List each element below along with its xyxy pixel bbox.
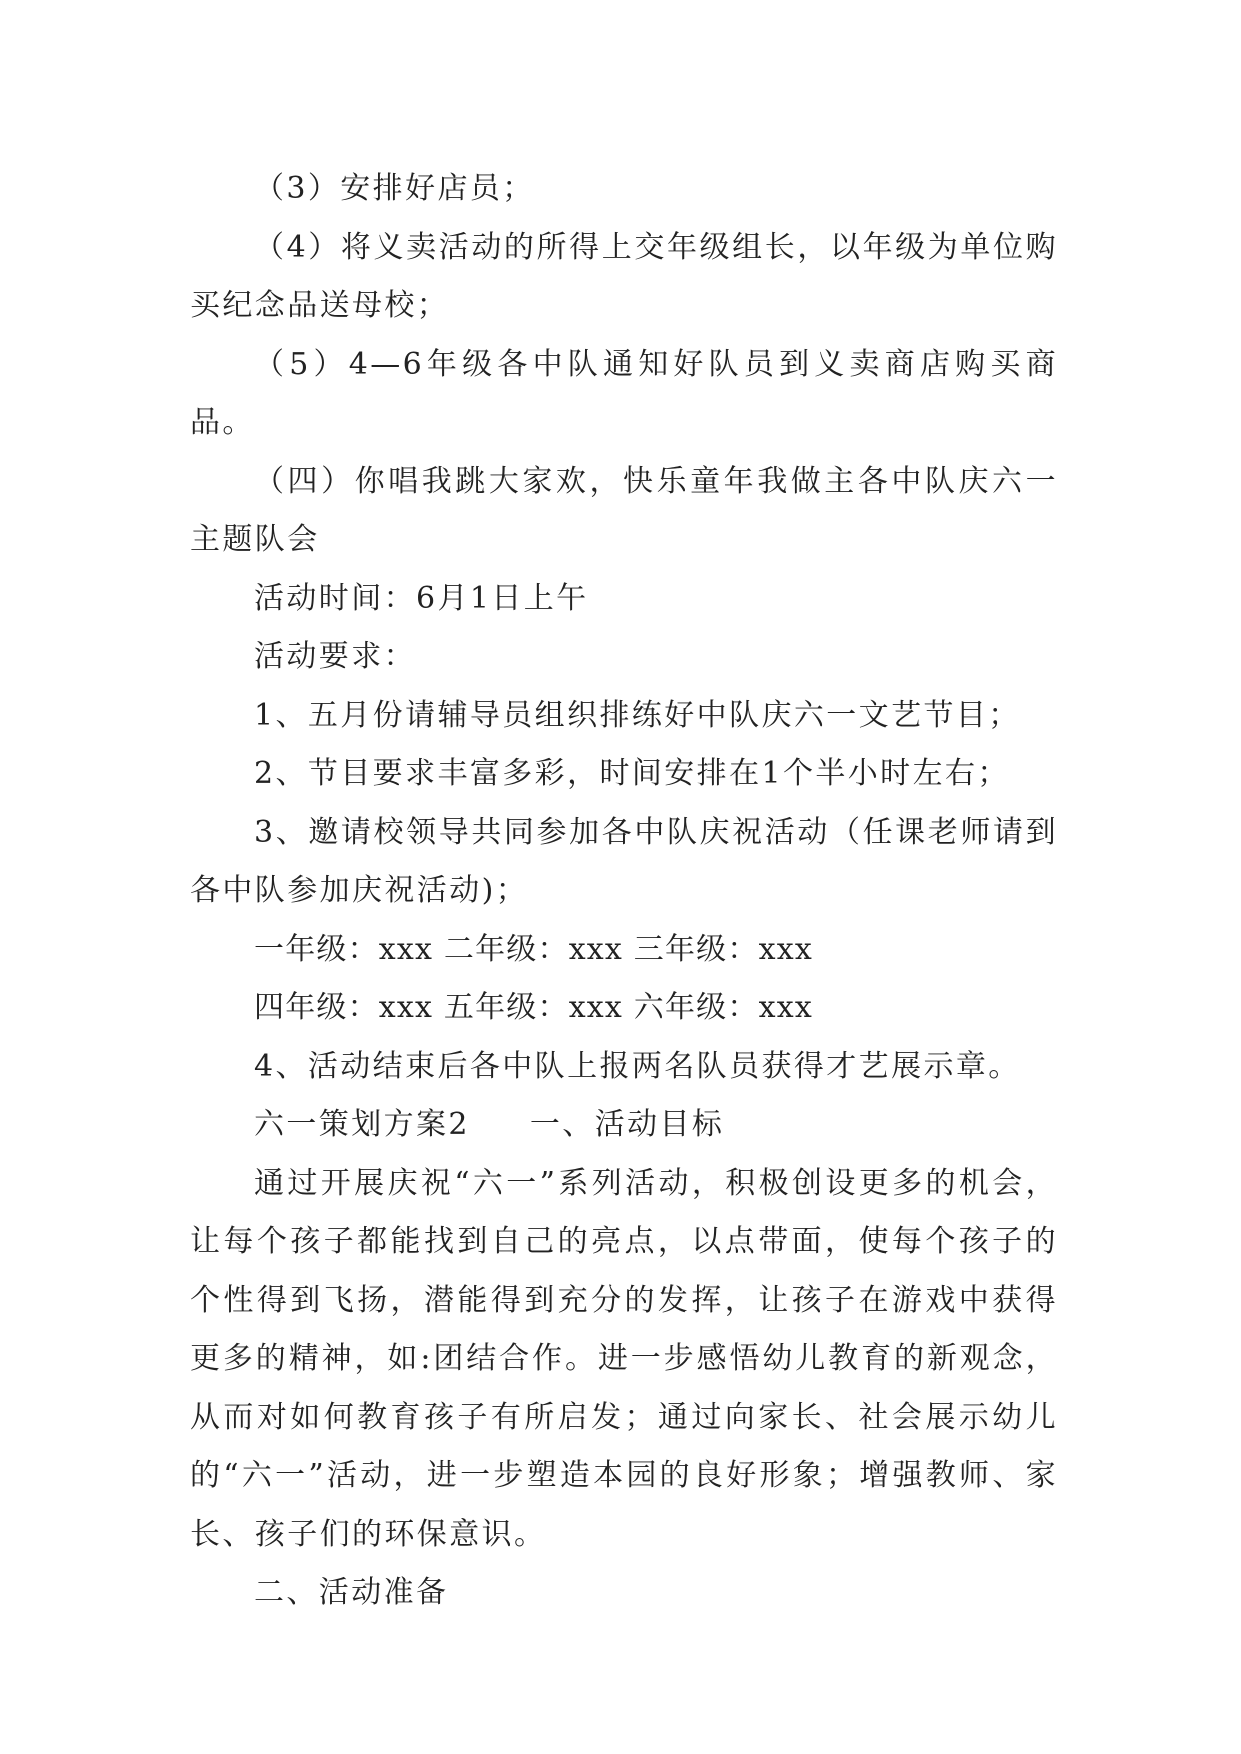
activity-time: 活动时间：6月1日上午 [254,580,589,616]
section-heading-four: （四）你唱我跳大家欢，快乐童年我做主各中队庆六一主题队会 [190,463,1058,557]
activity-preparation-heading: 二、活动准备 [254,1575,449,1610]
grade-list-4-6: 四年级：xxx 五年级：xxx 六年级：xxx [254,990,813,1025]
requirement-1: 1、五月份请辅导员组织排练好中队庆六一文艺节目； [254,697,1021,733]
activity-goal-paragraph: 通过开展庆祝“六一”系列活动，积极创设更多的机会，让每个孩子都能找到自己的亮点，以点带面，使每个孩子的个性得到飞扬，潜能得到充分的发挥，让孩子在游戏中获得更多的精神，如:团结合作。进一步感悟幼儿教育的新观念，从而对如何教育孩子有所启发；通过向家长、社会展示幼儿的“六一”活动，进一步塑造本园的良好形象；增强教师、家长、孩子们的环保意识。 [190,1165,1058,1552]
activity-requirements-label: 活动要求： [254,639,416,674]
activity-goal-heading: 一、活动目标 [529,1107,725,1142]
paragraph-item-4-proceeds: （4）将义卖活动的所得上交年级组长，以年级为单位购买纪念品送母校； [190,229,1058,323]
plan-2-title: 六一策划方案2 [254,1107,470,1142]
paragraph-item-5-notify: （5）4—6年级各中队通知好队员到义卖商店购买商品。 [190,346,1058,440]
plan-2-heading-line [190,1096,1058,1155]
paragraph-item-3-staff: （3）安排好店员； [254,171,535,206]
grade-list-1-3: 一年级：xxx 二年级：xxx 三年级：xxx [254,931,813,967]
document-body [190,160,1058,1623]
requirement-3: 3、邀请校领导共同参加各中队庆祝活动（任课老师请到各中队参加庆祝活动)； [190,814,1058,908]
requirement-2: 2、节目要求丰富多彩，时间安排在1个半小时左右； [254,756,1010,791]
requirement-4: 4、活动结束后各中队上报两名队员获得才艺展示章。 [254,1048,1021,1084]
